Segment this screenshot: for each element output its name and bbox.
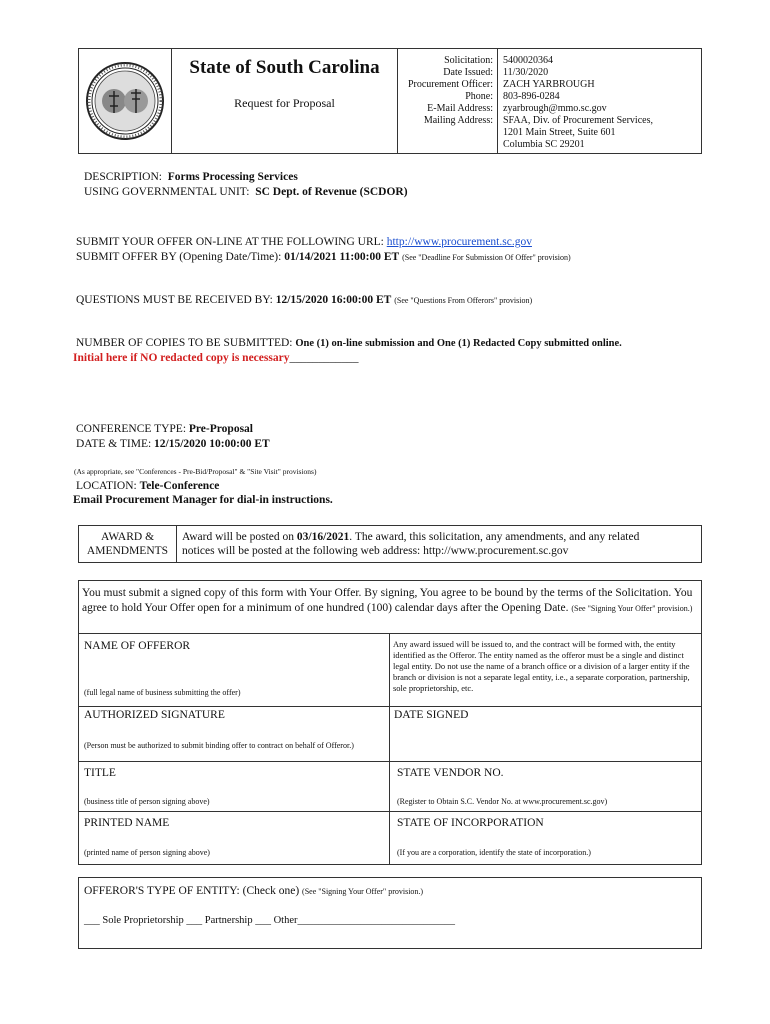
questions-value: 12/15/2020 16:00:00 ET	[275, 294, 392, 306]
value-mailing-address-3: Columbia SC 29201	[503, 139, 585, 150]
submit-url-label: SUBMIT YOUR OFFER ON-LINE AT THE FOLLOWING URL:	[76, 236, 384, 248]
title-note: (business title of person signing above)	[84, 797, 210, 806]
conference-date-line	[76, 438, 270, 450]
state-of-incorporation-note: (If you are a corporation, identify the state of incorporation.)	[397, 848, 591, 857]
state-seal-image	[79, 49, 172, 153]
label-email: E-Mail Address:	[427, 103, 493, 114]
location-value: Tele-Conference	[139, 480, 220, 492]
entity-type-note: (See "Signing Your Offer" provision.)	[302, 887, 424, 896]
award-box	[78, 525, 702, 563]
entity-type-options[interactable]: ___ Sole Proprietorship ___ Partnership ___ Other______________________________	[84, 915, 455, 926]
procurement-url-link[interactable]: http://www.procurement.sc.gov	[386, 236, 532, 248]
authorized-signature-field[interactable]: AUTHORIZED SIGNATURE	[84, 709, 225, 721]
offer-intro	[82, 586, 696, 616]
value-solicitation: 5400020364	[503, 55, 553, 66]
award-label-line1: AWARD &	[100, 531, 155, 543]
initial-input-line[interactable]: ____________	[289, 352, 359, 364]
label-procurement-officer: Procurement Officer:	[407, 79, 493, 90]
label-phone: Phone:	[465, 91, 493, 102]
submit-by-note: (See "Deadline For Submission Of Offer" provision)	[402, 253, 571, 262]
value-mailing-address-2: 1201 Main Street, Suite 601	[503, 127, 616, 138]
conference-type-line	[76, 423, 253, 435]
award-text	[182, 530, 698, 558]
value-procurement-officer: ZACH YARBROUGH	[503, 79, 595, 90]
initial-text: Initial here if NO redacted copy is necessary	[73, 352, 290, 364]
entity-type-box	[78, 877, 702, 949]
governmental-unit-value: SC Dept. of Revenue (SCDOR)	[255, 186, 408, 198]
submit-url-line	[76, 236, 532, 248]
state-title: State of South Carolina	[189, 57, 380, 78]
description-line	[84, 171, 298, 183]
award-text-a: Award will be posted on	[182, 531, 295, 543]
offer-intro-text: You must submit a signed copy of this form with Your Offer. By signing, You agree to be bound by the terms of the Solicitation. You agree to hold Your Offer open for a minimum of one hundred (100) calendar days after the Opening Date.	[82, 587, 693, 614]
award-text-c: notices will be posted at the following web address: http://www.procurement.sc.gov	[182, 545, 569, 557]
entity-type-label: OFFEROR'S TYPE OF ENTITY: (Check one)	[84, 885, 300, 897]
copies-line	[76, 337, 622, 349]
label-solicitation: Solicitation:	[444, 55, 493, 66]
award-text-b: . The award, this solicitation, any amendments, and any related	[349, 531, 640, 543]
copies-label: NUMBER OF COPIES TO BE SUBMITTED:	[76, 337, 293, 349]
entity-type-line	[84, 885, 423, 897]
conference-date-value: 12/15/2020 10:00:00 ET	[154, 438, 270, 450]
state-of-incorporation-field[interactable]: STATE OF INCORPORATION	[397, 817, 544, 829]
offeror-name-note: (full legal name of business submitting the offer)	[84, 688, 241, 697]
state-vendor-no-field[interactable]: STATE VENDOR NO.	[397, 767, 504, 779]
location-line	[76, 480, 219, 492]
submit-by-line	[76, 251, 571, 263]
initial-line	[73, 352, 358, 364]
document-type: Request for Proposal	[234, 96, 335, 110]
governmental-unit-label: USING GOVERNMENTAL UNIT:	[84, 186, 250, 198]
location-label: LOCATION:	[76, 480, 137, 492]
value-phone: 803-896-0284	[503, 91, 560, 102]
solicitation-labels	[399, 55, 493, 127]
questions-label: QUESTIONS MUST BE RECEIVED BY:	[76, 294, 273, 306]
printed-name-field[interactable]: PRINTED NAME	[84, 817, 170, 829]
value-email: zyarbrough@mmo.sc.gov	[503, 103, 607, 114]
printed-name-note: (printed name of person signing above)	[84, 848, 210, 857]
submit-by-value: 01/14/2021 11:00:00 ET	[284, 251, 400, 263]
award-label-line2: AMENDMENTS	[86, 545, 169, 557]
submit-by-label: SUBMIT OFFER BY (Opening Date/Time):	[76, 251, 282, 263]
offer-block	[78, 580, 702, 865]
conference-note: (As appropriate, see "Conferences - Pre-Bid/Proposal" & "Site Visit" provisions)	[74, 467, 317, 476]
description-label: DESCRIPTION:	[84, 171, 162, 183]
description-value: Forms Processing Services	[167, 171, 298, 183]
state-vendor-no-note: (Register to Obtain S.C. Vendor No. at www.procurement.sc.gov)	[397, 797, 608, 806]
label-mailing-address: Mailing Address:	[423, 115, 493, 126]
questions-note: (See "Questions From Offerors" provision)	[394, 296, 533, 305]
offeror-name-field[interactable]: NAME OF OFFEROR	[84, 640, 191, 652]
award-entity-note: Any award issued will be issued to, and the contract will be formed with, the entity identified as the Offeror. The entity named as the offeror must be a single and distinct legal entity. Do not use the name of a branch office or a division of a larger entity if the branch or division is not a separate legal entity, i.e., a separate corporation, partnership, sole proprietorship, etc.	[393, 639, 690, 693]
conference-date-label: DATE & TIME:	[76, 438, 152, 450]
conference-type-value: Pre-Proposal	[188, 423, 253, 435]
email-instructions: Email Procurement Manager for dial-in instructions.	[73, 494, 333, 506]
copies-value: One (1) on-line submission and One (1) Redacted Copy submitted online.	[295, 338, 622, 349]
offer-intro-note: (See "Signing Your Offer" provision.)	[571, 604, 693, 613]
value-mailing-address-1: SFAA, Div. of Procurement Services,	[503, 115, 653, 126]
authorized-signature-note: (Person must be authorized to submit binding offer to contract on behalf of Offeror.)	[84, 741, 354, 750]
governmental-unit-line	[84, 186, 408, 198]
title-field[interactable]: TITLE	[84, 767, 116, 779]
value-date-issued: 11/30/2020	[503, 67, 549, 78]
header-box	[78, 48, 702, 154]
conference-type-label: CONFERENCE TYPE:	[76, 423, 187, 435]
date-signed-field[interactable]: DATE SIGNED	[394, 709, 469, 721]
award-label	[79, 530, 176, 558]
award-date: 03/16/2021	[296, 531, 350, 543]
questions-line	[76, 294, 532, 306]
label-date-issued: Date Issued:	[443, 67, 493, 78]
solicitation-values	[503, 55, 701, 151]
